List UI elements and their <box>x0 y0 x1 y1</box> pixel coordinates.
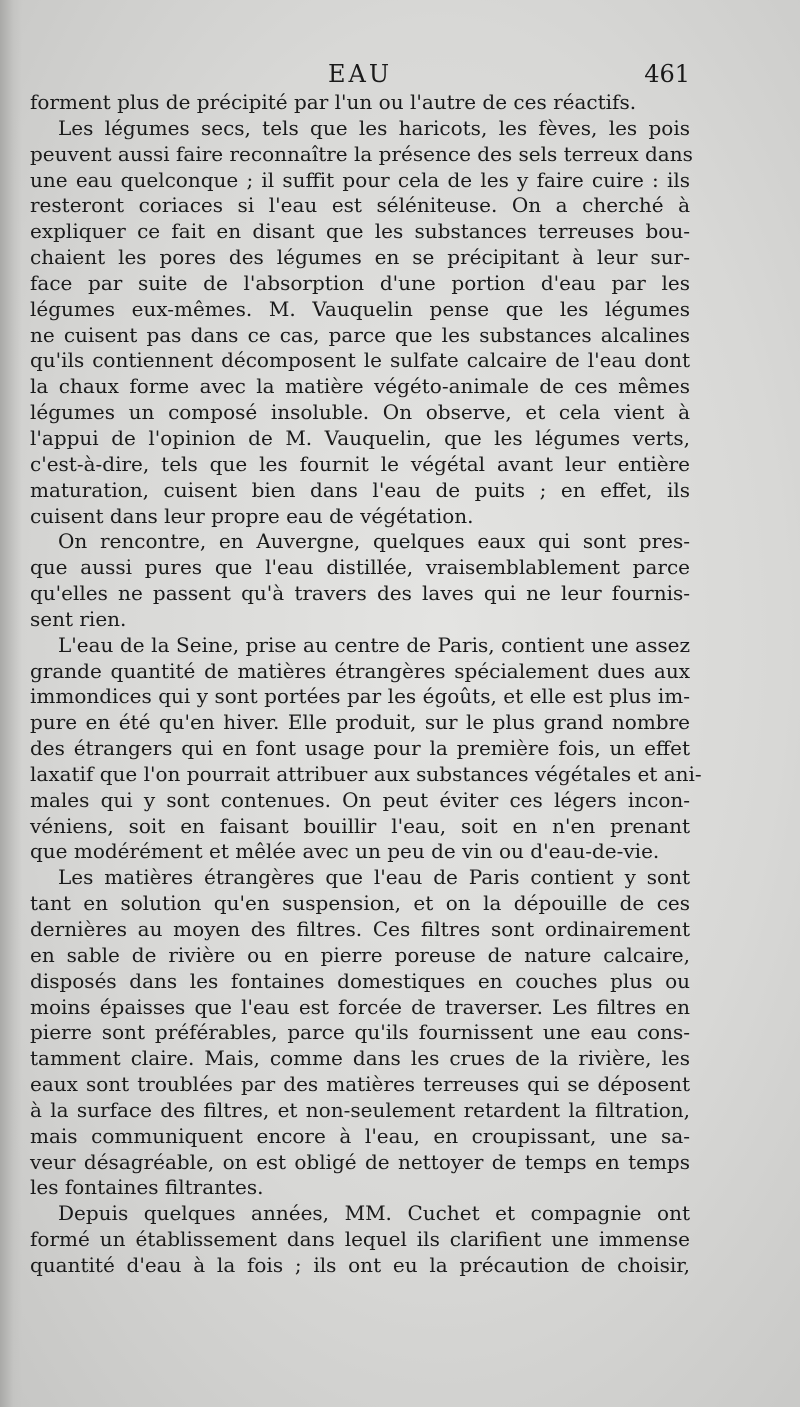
text-line: males qui y sont contenues. On peut éviter ces légers incon- <box>30 787 690 812</box>
text-line: que modérément et mêlée avec un peu de vin ou d'eau-de-vie. <box>30 839 660 864</box>
text-line: légumes eux-mêmes. M. Vauquelin pense que les légumes <box>30 296 690 321</box>
text-line: pierre sont préférables, parce qu'ils fournissent une eau cons- <box>30 1020 690 1045</box>
text-line: face par suite de l'absorption d'une portion d'eau par les <box>30 270 690 295</box>
text-line: qu'elles ne passent qu'à travers des laves qui ne leur fournis- <box>30 581 690 606</box>
text-line: veur désagréable, on est obligé de nettoyer de temps en temps <box>30 1149 690 1174</box>
text-line: véniens, soit en faisant bouillir l'eau, soit en n'en prenant <box>30 813 690 838</box>
running-head <box>30 60 690 94</box>
text-line: les fontaines filtrantes. <box>30 1175 264 1200</box>
text-line: qu'ils contiennent décomposent le sulfate calcaire de l'eau dont <box>30 348 690 373</box>
text-line: dernières au moyen des filtres. Ces filtres sont ordinairement <box>30 917 690 941</box>
text-line: formé un établissement dans lequel ils clarifient une immense <box>30 1227 690 1252</box>
text-line: resteront coriaces si l'eau est séléniteuse. On a cherché à <box>30 193 690 218</box>
text-line: légumes un composé insoluble. On observe, et cela vient à <box>30 400 690 425</box>
text-line: disposés dans les fontaines domestiques en couches plus ou <box>30 968 690 993</box>
text-line: Les légumes secs, tels que les haricots, les fèves, les pois <box>58 115 690 140</box>
text-line: grande quantité de matières étrangères spécialement dues aux <box>30 658 690 683</box>
text-line: expliquer ce fait en disant que les substances terreuses bou- <box>30 219 690 244</box>
text-line: la chaux forme avec la matière végéto-animale de ces mêmes <box>30 374 690 399</box>
page-number: 461 <box>644 60 690 88</box>
text-line: immondices qui y sont portées par les égoûts, et elle est plus im- <box>30 684 690 709</box>
text-line: On rencontre, en Auvergne, quelques eaux qui sont pres- <box>58 529 690 554</box>
text-line: une eau quelconque ; il suffit pour cela de les y faire cuire : ils <box>30 167 690 192</box>
text-line: mais communiquent encore à l'eau, en croupissant, une sa- <box>30 1123 690 1148</box>
text-line: des étrangers qui en font usage pour la première fois, un effet <box>30 736 690 761</box>
text-line: cuisent dans leur propre eau de végétation. <box>30 503 474 528</box>
body-text <box>30 90 702 1279</box>
text-line: Les matières étrangères que l'eau de Paris contient y sont <box>58 865 690 890</box>
text-line: peuvent aussi faire reconnaître la présence des sels terreux dans <box>30 141 693 166</box>
text-line: c'est-à-dire, tels que les fournit le végétal avant leur entière <box>30 451 690 476</box>
page-gutter-shadow <box>0 0 22 1407</box>
text-line: Depuis quelques années, MM. Cuchet et compagnie ont <box>58 1201 690 1226</box>
text-line: laxatif que l'on pourrait attribuer aux substances végétales et ani- <box>30 761 702 786</box>
text-line: tamment claire. Mais, comme dans les crues de la rivière, les <box>30 1046 690 1071</box>
text-line: L'eau de la Seine, prise au centre de Paris, contient une assez <box>58 632 690 657</box>
text-line: chaient les pores des légumes en se précipitant à leur sur- <box>30 245 690 270</box>
text-line: quantité d'eau à la fois ; ils ont eu la précaution de choisir, <box>30 1252 690 1277</box>
text-line: en sable de rivière ou en pierre poreuse de nature calcaire, <box>30 942 690 967</box>
text-line: tant en solution qu'en suspension, et on la dépouille de ces <box>30 891 690 916</box>
text-line: maturation, cuisent bien dans l'eau de puits ; en effet, ils <box>30 477 690 502</box>
text-line: pure en été qu'en hiver. Elle produit, sur le plus grand nombre <box>30 710 690 735</box>
text-line: à la surface des filtres, et non-seulement retardent la filtration, <box>30 1097 690 1122</box>
running-head-title: EAU <box>328 60 393 88</box>
text-line: moins épaisses que l'eau est forcée de traverser. Les filtres en <box>30 994 690 1019</box>
text-line: l'appui de l'opinion de M. Vauquelin, que les légumes verts, <box>30 425 690 450</box>
text-line: eaux sont troublées par des matières terreuses qui se déposent <box>30 1072 690 1097</box>
text-line: forment plus de précipité par l'un ou l'autre de ces réactifs. <box>30 90 637 114</box>
text-line: que aussi pures que l'eau distillée, vraisemblablement parce <box>30 555 690 580</box>
text-line: ne cuisent pas dans ce cas, parce que les substances alcalines <box>30 322 690 347</box>
text-line: sent rien. <box>30 606 127 631</box>
